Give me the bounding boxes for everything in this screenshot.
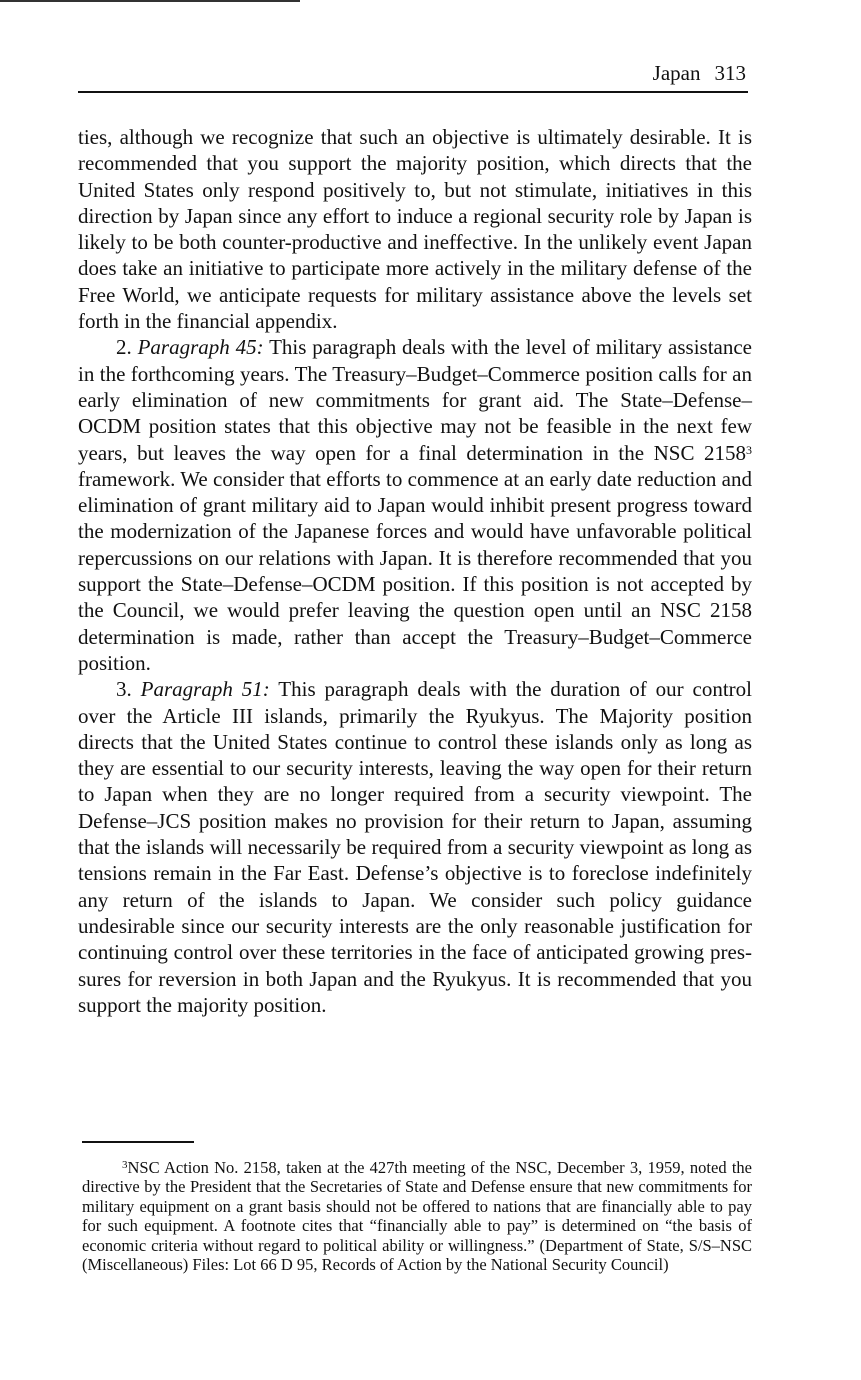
paragraph-text: framework. We consider that efforts to commence at an early date reduction and elimination of grant military aid to Japan would inhibit present progress toward the modernization of the Japanese forces and would have unfavorable political repercussions on our relations with Japan. It is therefore recommended that you support the State–Defense–OCDM position. If this position is not accepted by the Council, we would prefer leaving the question open until an NSC 2158 determination is made, rather than accept the Treasury–Budget–Commerce position. [78,466,752,675]
header-rule [78,91,748,93]
footnote-text: NSC Action No. 2158, taken at the 427th meeting of the NSC, December 3, 1959, noted the directive by the President that the Secretaries of State and Defense ensure that new commitments for military equipment on a grant basis should not be offered to nations that are financially able to pay for such equipment. A footnote cites that “financially able to pay” is determined on “the basis of economic criteria without regard to political ability or willingness.” (Department of State, S/S–NSC (Miscellaneous) Files: Lot 66 D 95, Records of Action by the National Security Council) [82,1158,752,1275]
paragraph-text: ties, although we recognize that such an objective is ultimately desirable. It is recommended that you support the majority position, which directs that the United States only respond positively to, but not stimulate, initiatives in this direction by Japan since any effort to induce a regional security role by Japan is likely to be both counter-productive and ineffective. In the unlikely event Japan does take an initiative to participate more actively in the military defense of the Free World, we anticipate requests for military assistance above the levels set forth in the financial appendix. [78,125,752,334]
paragraph-heading: Paragraph 45: [137,335,264,360]
running-head [78,58,746,88]
footnote-marker: 3 [122,1159,128,1171]
main-text [78,124,752,1018]
footnote-reference: 3 [746,442,752,457]
running-title: Japan [652,61,701,85]
paragraph-text: This paragraph deals with the level of military assistance in the forthcoming years. The Treasury–Budget–Commerce position calls for an early elimination of new commitments for grant aid. The State–Defense–OCDM position states that this objective may not be feasible in the next few years, but leaves the way open for a final determination in the NSC 2158 [78,335,752,465]
scan-top-edge-line [0,0,300,2]
page-number: 313 [714,61,746,85]
paragraph-45 [78,334,752,676]
paragraph-number: 2. [116,335,132,360]
paragraph-51 [78,676,752,1018]
paragraph-continued [78,124,752,334]
paragraph-number: 3. [116,677,132,702]
footnote-rule [82,1141,194,1143]
paragraph-text: This paragraph deals with the duration of our control over the Article III islands, primarily the Ryukyus. The Majority position directs that the United States continue to control these islands only as long as they are essential to our security interests, leaving the way open for their return to Japan when they are no longer required from a security viewpoint. The Defense–JCS position makes no provision for their return to Japan, assuming that the islands will necessarily be required from a security viewpoint as long as tensions remain in the Far East. Defense’s objective is to foreclose indefinitely any return of the islands to Japan. We consider such policy guidance undesirable since our security interests are the only reasonable justification for continuing control over these territories in the face of anticipated growing pressures for reversion in both Japan and the Ryukyus. It is recommended that you support the majority position. [78,677,753,1017]
paragraph-heading: Paragraph 51: [140,677,270,702]
footnote-3 [82,1158,752,1274]
footnotes [82,1158,752,1274]
